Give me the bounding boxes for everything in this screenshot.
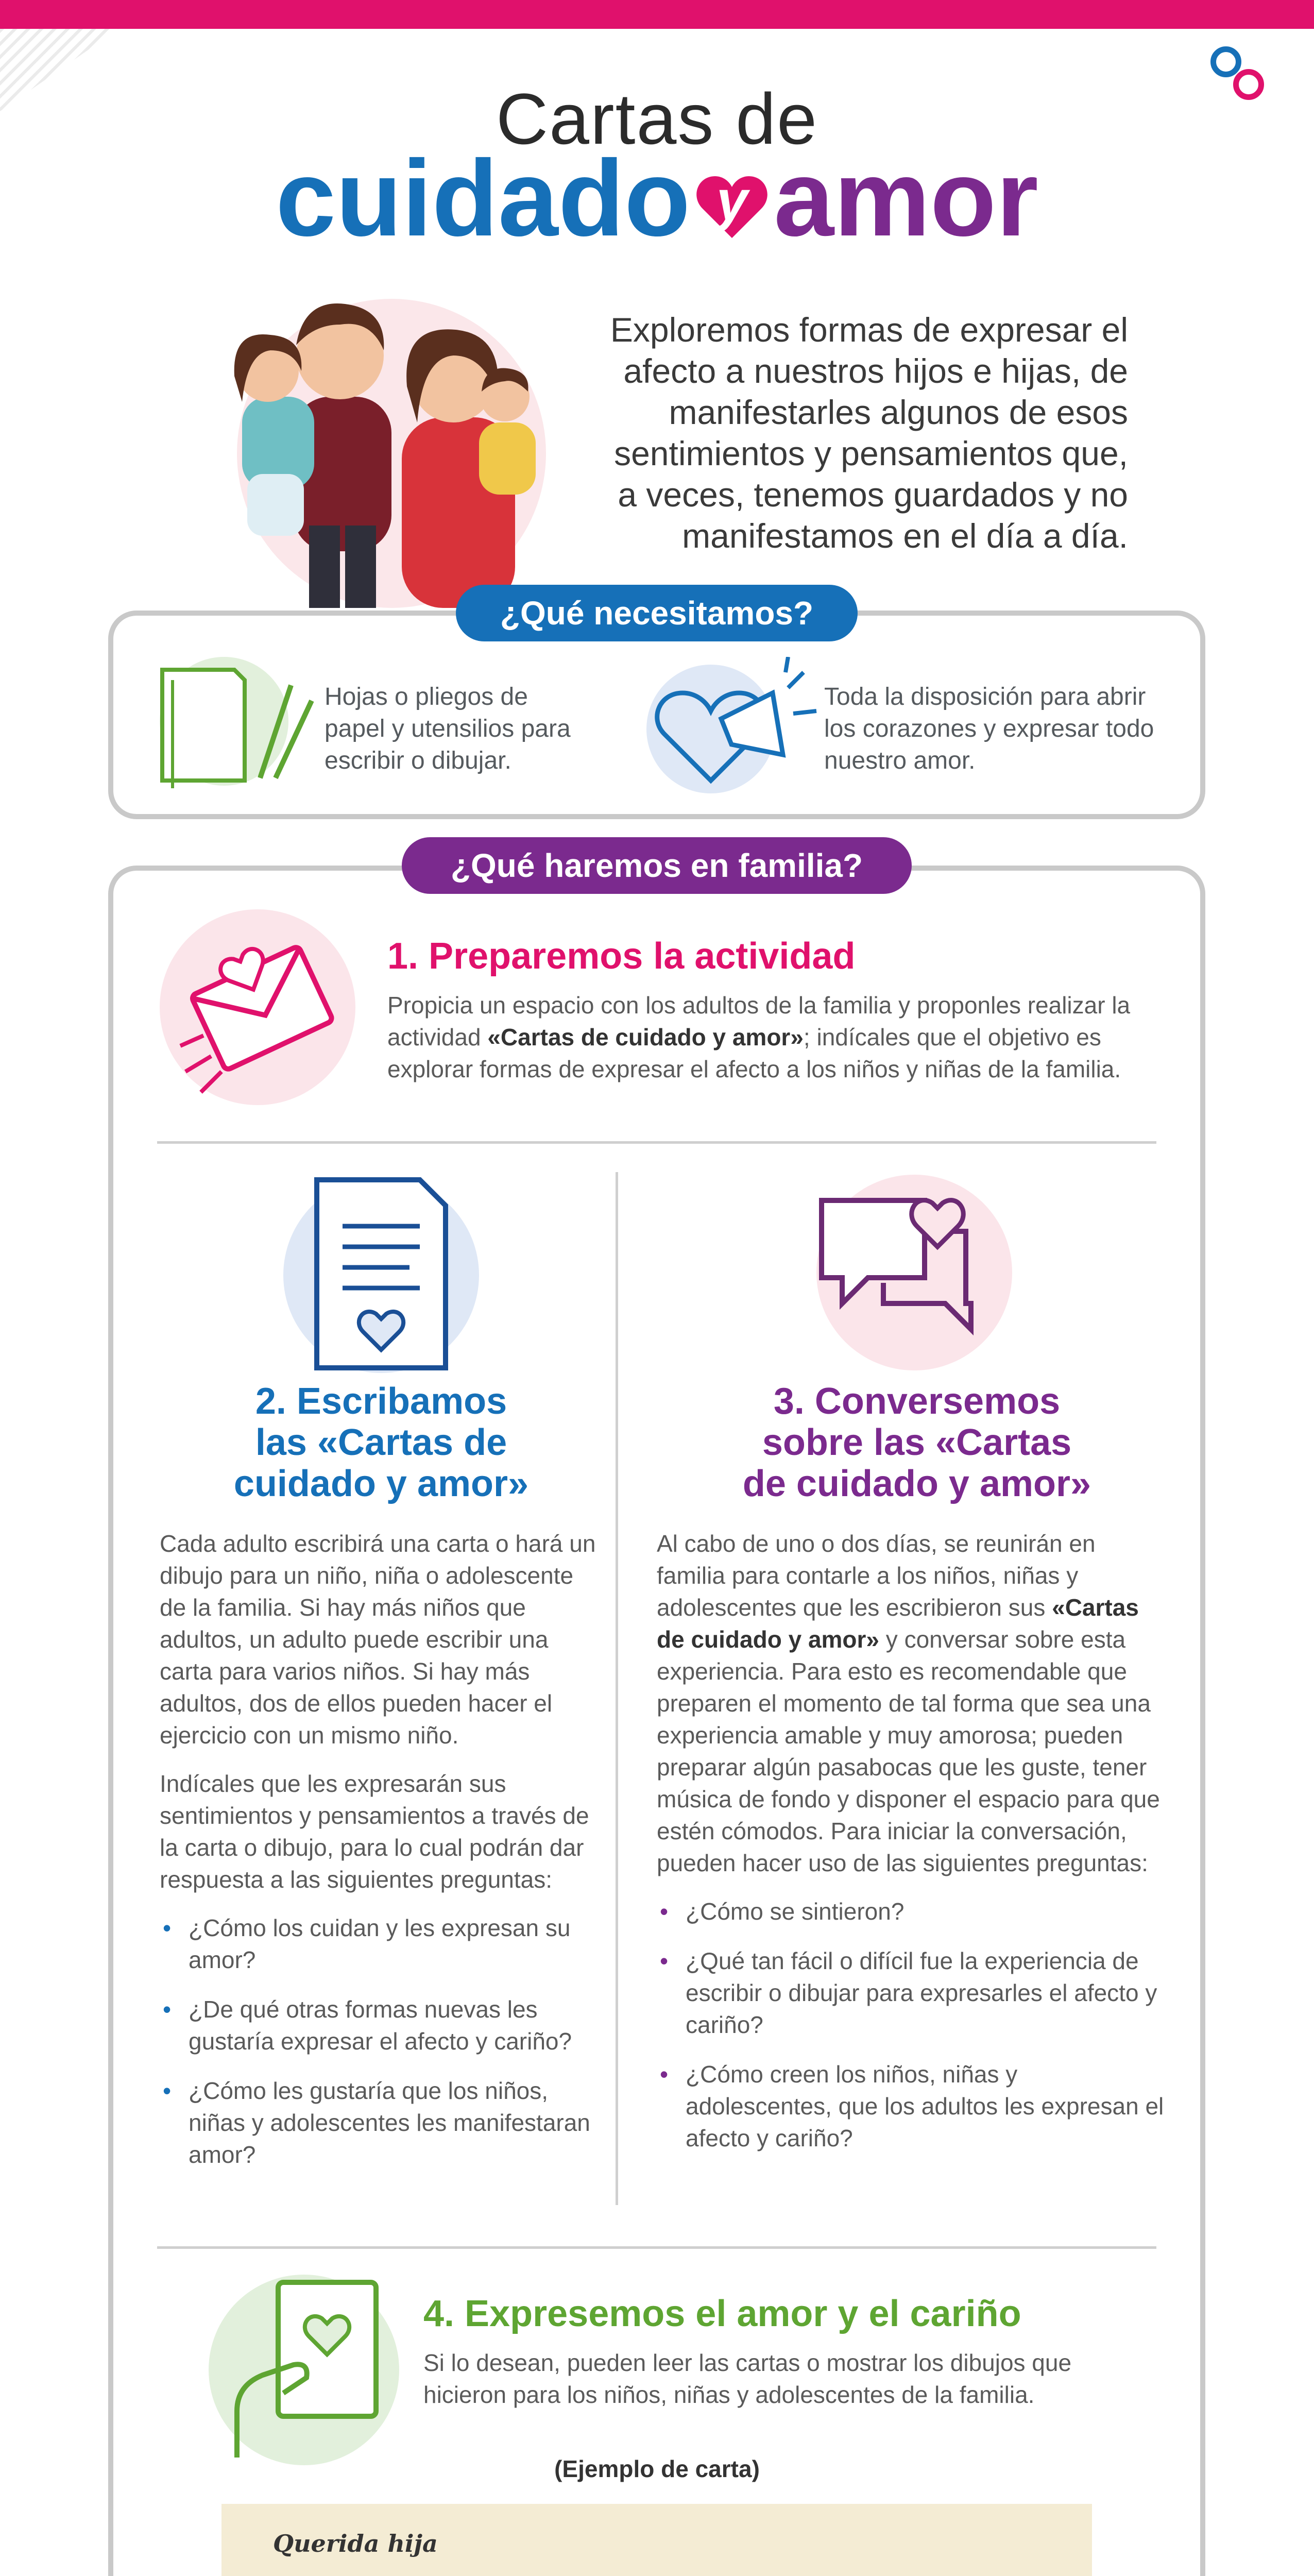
family-illustration [175,268,598,608]
step-4-title: 4. Expresemos el amor y el cariño [423,2293,1021,2334]
needs-heading: ¿Qué necesitamos? [456,585,858,641]
step-3-paragraph-1: Al cabo de uno o dos días, se reunirán en familia para contarle a los niños, niñas y adolescentes que les escribieron sus «Cartas de cuidado y amor» y conversar sobre esta experiencia. Para esto es recomendable que preparen el momento de tal forma que sea una experiencia amable y muy amorosa; pueden preparar algún pasabocas que les guste, tener música de fondo y disponer el espacio para que estén cómodos. Para iniciar la conversación, pueden hacer uso de las siguientes preguntas: [657,1530,1160,1876]
letter-greeting: Querida hija [273,2530,438,2557]
step-3-question-3: • ¿Cómo creen los niños, niñas y adolescentes, que los adultos les expresan el afecto y cariño? [657,2058,1167,2154]
hand-card-heart-icon [206,2272,402,2468]
step-2-question-3: • ¿Cómo les gustaría que los niños, niñas y adolescentes les manifestaran amor? [160,2075,603,2171]
letter-document-icon [281,1175,482,1376]
needs-item-2-text: Toda la disposición para abrir los corazones y expresar todo nuestro amor. [824,683,1154,774]
family-heading: ¿Qué haremos en familia? [402,837,912,894]
title-connector: y [716,168,748,232]
title-word-cuidado: cuidado [276,138,691,259]
title-word-amor: amor [774,138,1038,259]
heart-y-icon [693,168,771,246]
step-3-body [657,1528,1167,2172]
step-3-title: 3. Conversemos sobre las «Cartas de cuidado y amor» [742,1381,1091,1504]
intro-paragraph: Exploremos formas de expresar el afecto a nuestros hijos e hijas, de manifestarles algunos de esos sentimientos y pensamientos que, a veces, tenemos guardados y no manifestamos en el día a día. [610,311,1128,555]
speech-bubbles-heart-icon [811,1170,1017,1376]
title-line-2 [0,138,1314,259]
title-line-1: Cartas de [496,78,818,159]
divider-1 [157,1141,1156,1144]
step-1-text: Propicia un espacio con los adultos de la familia y proponles realizar la actividad «Cartas de cuidado y amor»; indícales que el objetivo es explorar formas de expresar el afecto a los niños y niñas de la familia. [387,992,1131,1082]
divider-2 [157,2246,1156,2249]
step-2-paragraph-2: Indícales que les expresarán sus sentimientos y pensamientos a través de la carta o dibujo, para lo cual podrán dar respuesta a las siguientes preguntas: [160,1770,589,1893]
paper-pencils-icon [157,654,327,788]
step-3-question-2: • ¿Qué tan fácil o difícil fue la experiencia de escribir o dibujar para expresarles el afecto y cariño? [657,1945,1167,2041]
step-3-question-1: • ¿Cómo se sintieron? [657,1895,1167,1927]
envelope-heart-icon [155,907,361,1108]
step-4-text: Si lo desean, pueden leer las cartas o mostrar los dibujos que hicieron para los niños, niñas y adolescentes de la familia. [423,2349,1072,2408]
step-2-title: 2. Escribamos las «Cartas de cuidado y amor» [233,1381,529,1504]
example-letter-label: (Ejemplo de carta) [554,2455,760,2482]
top-color-bar [0,0,1314,29]
step-2-question-2: • ¿De qué otras formas nuevas les gustaría expresar el afecto y cariño? [160,1993,603,2057]
step-1-title: 1. Preparemos la actividad [387,936,856,977]
needs-item-1-text: Hojas o pliegos de papel y utensilios para escribir o dibujar. [325,683,571,774]
step-2-paragraph-1: Cada adulto escribirá una carta o hará un dibujo para un niño, niña o adolescente de la familia. Si hay más niños que adultos, un adulto puede escribir una carta para varios niños. Si hay más adultos, dos de ellos pueden hacer el ejercicio con un mismo niño. [160,1530,596,1749]
step-2-questions [160,1912,603,2171]
divider-vertical [616,1172,618,2205]
step-3-questions [657,1895,1167,2154]
step-2-body [160,1528,603,2188]
heart-megaphone-icon [639,657,824,796]
step-2-question-1: • ¿Cómo los cuidan y les expresan su amor? [160,1912,603,1976]
